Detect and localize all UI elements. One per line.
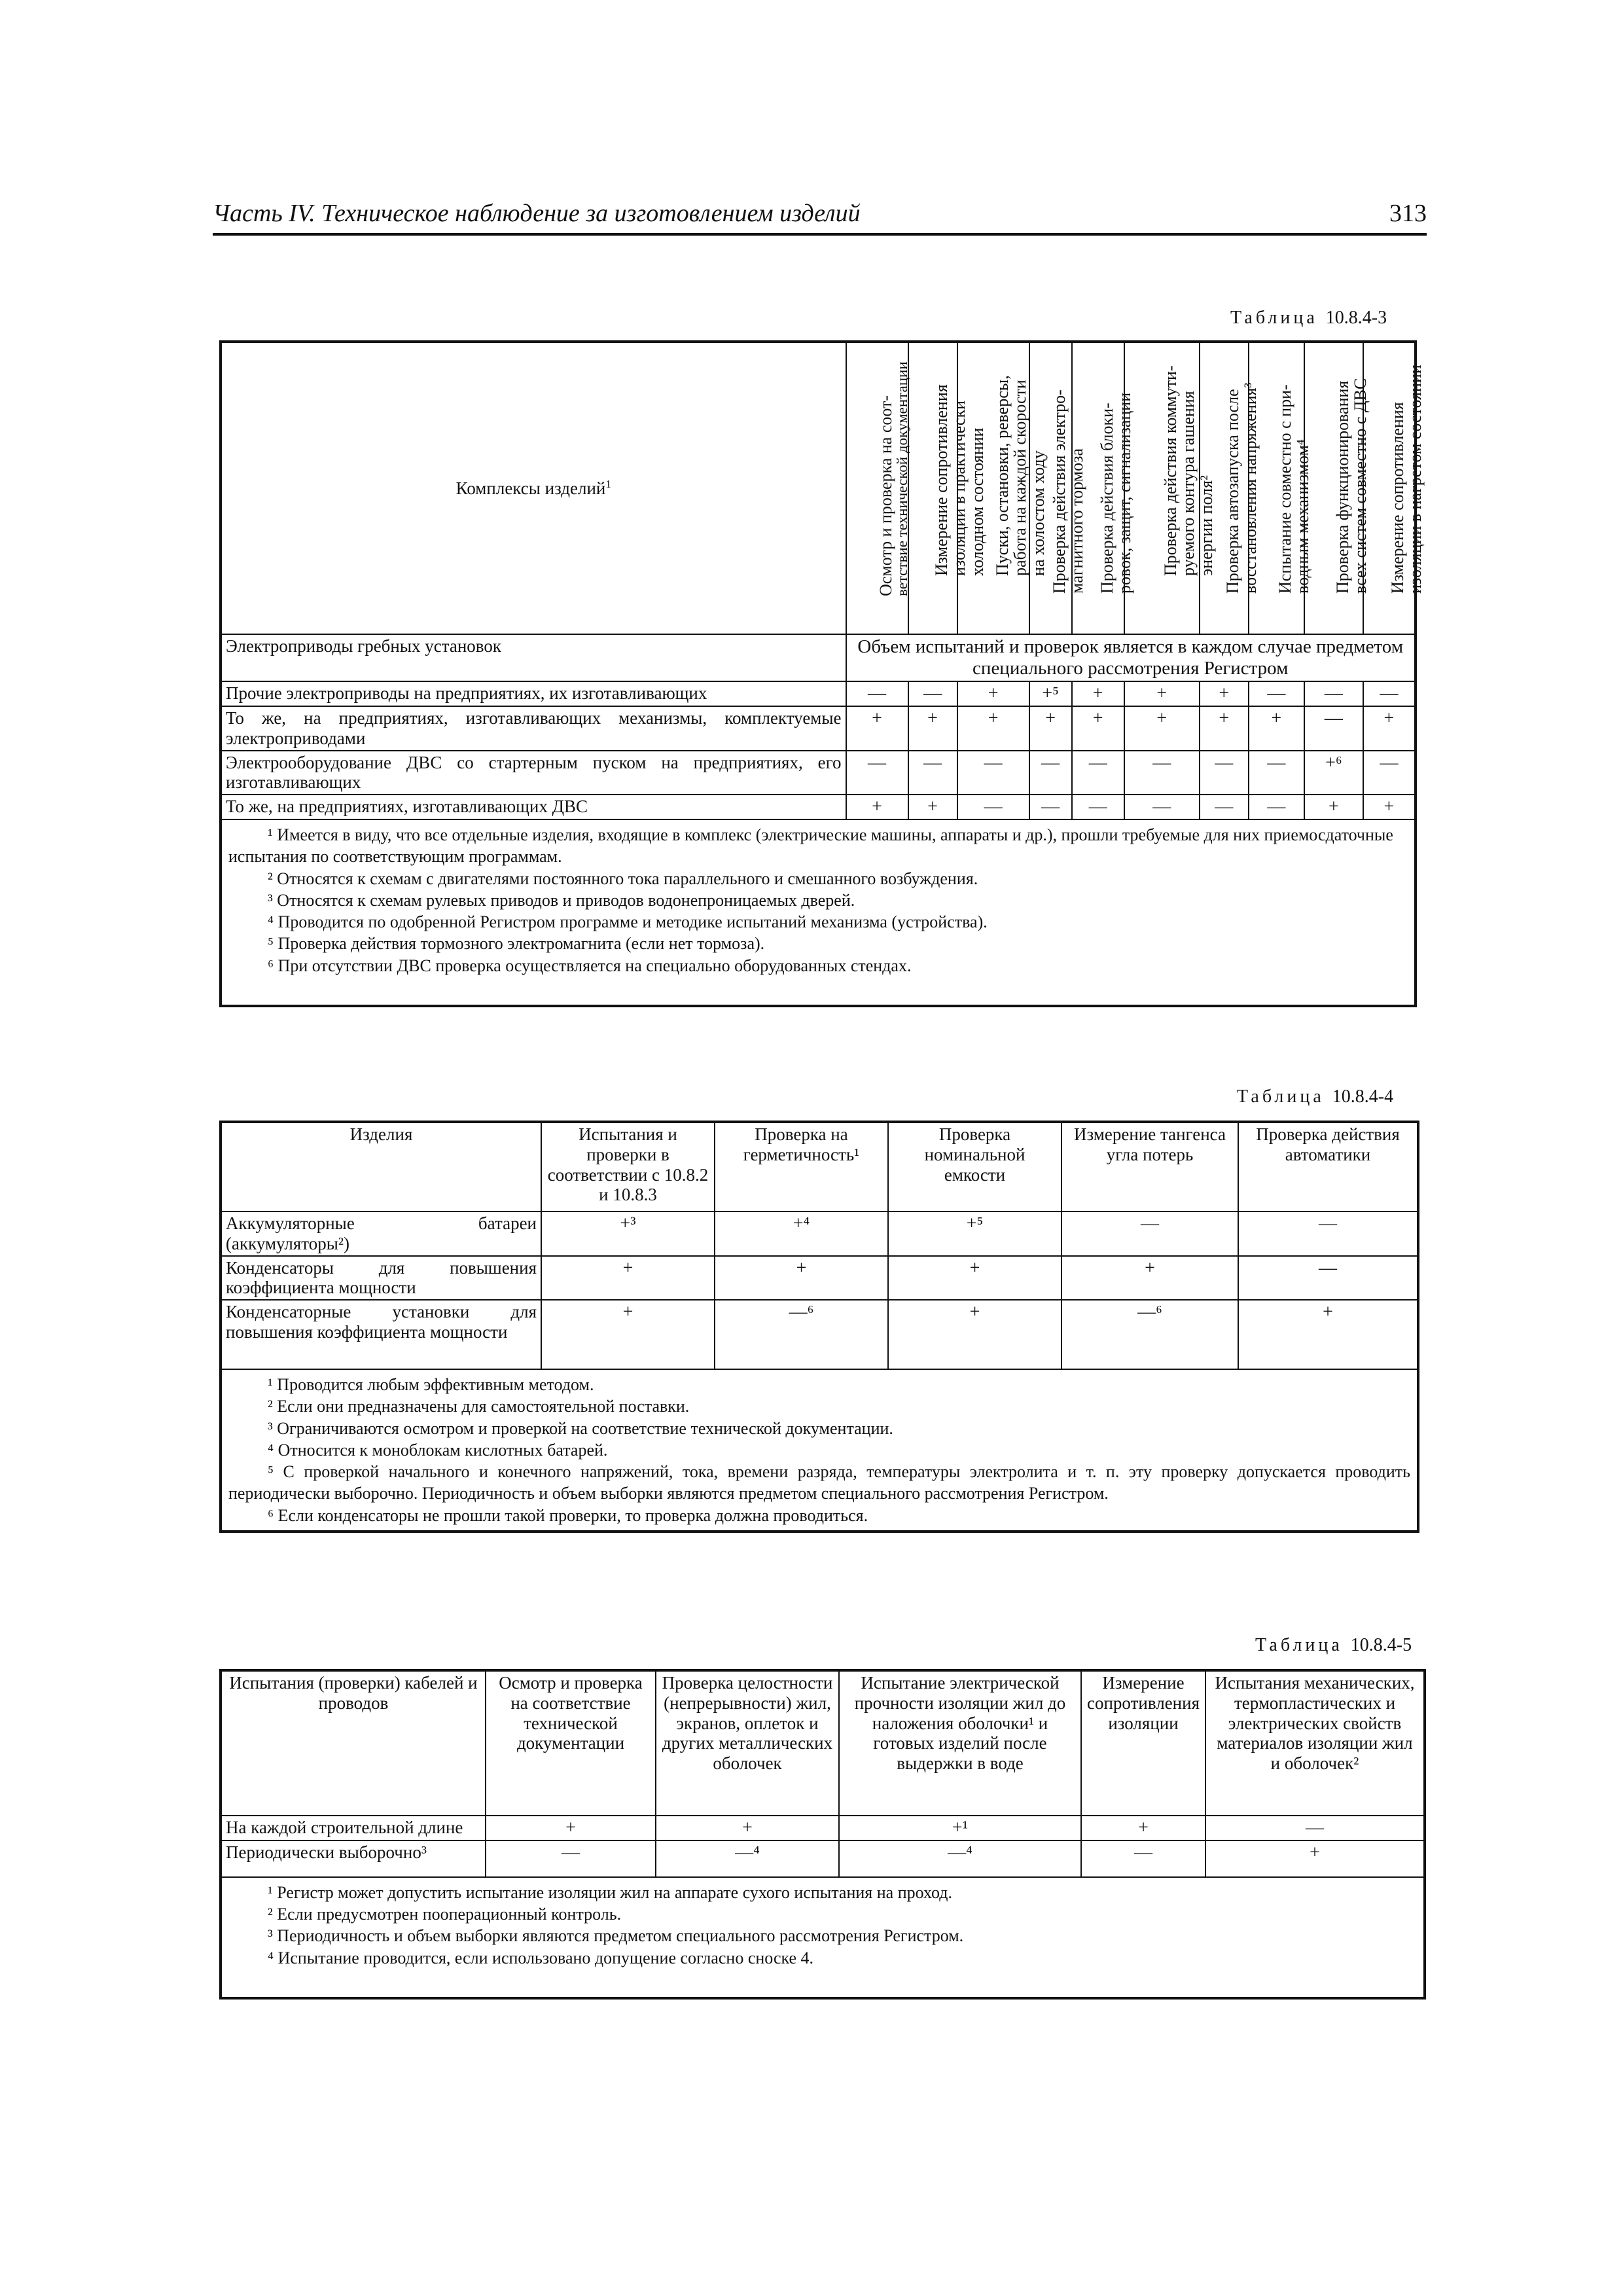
cell: +⁴ bbox=[715, 1211, 888, 1256]
footnote: ² Относятся к схемам с двигателями постоянного тока параллельного и смешанного возбуждения. bbox=[268, 869, 978, 888]
cell: — bbox=[1238, 1256, 1418, 1300]
cell: — bbox=[1081, 1840, 1205, 1877]
cell: — bbox=[1304, 706, 1363, 751]
cell: + bbox=[1029, 706, 1072, 751]
corner-header: Комплексы изделий$^1$ bbox=[221, 342, 846, 634]
cell: + bbox=[541, 1300, 715, 1369]
cell: + bbox=[1124, 681, 1200, 706]
cell: +³ bbox=[541, 1211, 715, 1256]
footnote: ¹ Регистр может допустить испытание изоляции жил на аппарате сухого испытания на проход. bbox=[268, 1882, 952, 1902]
cell: +¹ bbox=[839, 1816, 1081, 1840]
column-header: Измерение сопротивления изоляции в практически холодном состоянии bbox=[908, 342, 957, 634]
footnote: ³ Относятся к схемам рулевых приводов и приводов водонепроницаемых дверей. bbox=[268, 890, 855, 910]
column-header: Измерение тангенса угла потерь bbox=[1061, 1122, 1238, 1211]
table-row bbox=[221, 1256, 1418, 1300]
cell: + bbox=[846, 795, 908, 819]
cell: + bbox=[541, 1256, 715, 1300]
column-header: Проверка на герметичность¹ bbox=[715, 1122, 888, 1211]
cell: —⁴ bbox=[656, 1840, 839, 1877]
row-label: Конденсаторы для повышения коэффициента мощности bbox=[221, 1256, 541, 1300]
table-row bbox=[221, 1211, 1418, 1256]
column-header: Проверка номинальной емкости bbox=[888, 1122, 1061, 1211]
cell: + bbox=[957, 706, 1029, 751]
cell: + bbox=[1200, 681, 1249, 706]
cell: + bbox=[888, 1256, 1061, 1300]
cell: + bbox=[486, 1816, 656, 1840]
cell: — bbox=[1072, 795, 1124, 819]
column-header: Испытания (проверки) кабелей и проводов bbox=[221, 1670, 486, 1816]
cell: + bbox=[1081, 1816, 1205, 1840]
cell: — bbox=[957, 795, 1029, 819]
column-header: Проверка действия коммути- руемого контура гашения энергии поля² bbox=[1124, 342, 1200, 634]
cell: — bbox=[1029, 795, 1072, 819]
column-header: Проверка функционирования всех систем совместно с ДВС bbox=[1304, 342, 1363, 634]
cell: + bbox=[957, 681, 1029, 706]
footnote: ⁶ При отсутствии ДВС проверка осуществляется на специально оборудованных стендах. bbox=[268, 956, 912, 975]
table-caption-5: Таблица 10.8.4-5 bbox=[1255, 1635, 1412, 1655]
cell: + bbox=[1200, 706, 1249, 751]
footnote: ¹ Имеется в виду, что все отдельные изделия, входящие в комплекс (электрические машины, аппараты и др.), прошли требуемые для них приемосдаточные испытания по соответствующим программам. bbox=[228, 825, 1393, 867]
table-caption-3: Таблица 10.8.4-3 bbox=[1230, 308, 1387, 328]
row-label: То же, на предприятиях, изготавливающих ДВС bbox=[221, 795, 846, 819]
cell: — bbox=[1249, 795, 1304, 819]
footnote: ¹ Проводится любым эффективным методом. bbox=[268, 1375, 594, 1395]
cell: + bbox=[1205, 1840, 1425, 1877]
cell: +⁶ bbox=[1304, 751, 1363, 795]
column-header: Проверка целостности (непрерывности) жил, экранов, оплеток и других металлических оболочек bbox=[656, 1670, 839, 1816]
footnotes-row bbox=[221, 819, 1416, 1006]
cell: + bbox=[1072, 681, 1124, 706]
column-header: Испытание электрической прочности изоляции жил до наложения оболочки¹ и готовых изделий после выдержки в воде bbox=[839, 1670, 1081, 1816]
table-10-8-4-4 bbox=[219, 1121, 1419, 1533]
row-label: На каждой строительной длине bbox=[221, 1816, 486, 1840]
footnote: ² Если предусмотрен пооперационный контроль. bbox=[268, 1905, 622, 1924]
column-header: Испытание совместно с при- водным механизмом⁴ bbox=[1249, 342, 1304, 634]
cell: + bbox=[1363, 706, 1416, 751]
cell: + bbox=[1072, 706, 1124, 751]
cell: — bbox=[1124, 751, 1200, 795]
cell: — bbox=[1249, 681, 1304, 706]
cell: — bbox=[846, 681, 908, 706]
table-row bbox=[221, 706, 1416, 751]
cell: — bbox=[1205, 1816, 1425, 1840]
cell: — bbox=[1249, 751, 1304, 795]
cell: + bbox=[846, 706, 908, 751]
page-header bbox=[213, 196, 1427, 236]
cell: — bbox=[1029, 751, 1072, 795]
column-header: Проверка действия электро- магнитного тормоза bbox=[1029, 342, 1072, 634]
column-header: Измерение сопротивления изоляции в нагретом состоянии bbox=[1363, 342, 1416, 634]
footnote: ⁵ С проверкой начального и конечного напряжений, тока, времени разряда, температуры электролита и т. п. эту проверку допускается проводить периодически выборочно. Периодичность и объем выборки являются предметом специального рассмотрения Регистром. bbox=[228, 1462, 1410, 1503]
cell: — bbox=[1200, 795, 1249, 819]
cell: + bbox=[656, 1816, 839, 1840]
footnotes bbox=[221, 1369, 1418, 1532]
cell: — bbox=[1124, 795, 1200, 819]
cell: — bbox=[1061, 1211, 1238, 1256]
cell: + bbox=[1363, 795, 1416, 819]
cell: —⁶ bbox=[1061, 1300, 1238, 1369]
cell: — bbox=[908, 681, 957, 706]
row-label: Периодически выборочно³ bbox=[221, 1840, 486, 1877]
table-row bbox=[221, 1300, 1418, 1369]
cell: — bbox=[1363, 681, 1416, 706]
column-header: Осмотр и проверка на соответствие технической документации bbox=[486, 1670, 656, 1816]
row-label: Аккумуляторные батареи (аккумуляторы²) bbox=[221, 1211, 541, 1256]
footnote: ² Если они предназначены для самостоятельной поставки. bbox=[268, 1397, 690, 1416]
cell: + bbox=[1124, 706, 1200, 751]
cell: — bbox=[1363, 751, 1416, 795]
table-row bbox=[221, 1816, 1425, 1840]
page-number: 313 bbox=[1389, 200, 1427, 227]
running-title: Часть IV. Техническое наблюдение за изготовлением изделий bbox=[213, 200, 861, 227]
cell: + bbox=[1304, 795, 1363, 819]
column-header: Проверка действия автоматики bbox=[1238, 1122, 1418, 1211]
cell: — bbox=[957, 751, 1029, 795]
table-10-8-4-5 bbox=[219, 1669, 1426, 2000]
row-label: Электрооборудование ДВС со стартерным пуском на предприятиях, его изготавливающих bbox=[221, 751, 846, 795]
table-10-8-4-3 bbox=[219, 340, 1425, 1007]
column-header: Испытания механических, термопластических и электрических свойств материалов изоляции жил и оболочек² bbox=[1205, 1670, 1425, 1816]
row-label: То же, на предприятиях, изготавливающих механизмы, комплектуемые электроприводами bbox=[221, 706, 846, 751]
column-header: Изделия bbox=[221, 1122, 541, 1211]
cell: +⁵ bbox=[888, 1211, 1061, 1256]
cell: — bbox=[486, 1840, 656, 1877]
row-label: Электроприводы гребных установок bbox=[221, 634, 846, 681]
footnote: ⁴ Испытание проводится, если использовано допущение согласно сноске 4. bbox=[268, 1948, 814, 1967]
row-label: Прочие электроприводы на предприятиях, их изготавливающих bbox=[221, 681, 846, 706]
cell: + bbox=[908, 795, 957, 819]
footnotes bbox=[221, 819, 1416, 1006]
cell: + bbox=[888, 1300, 1061, 1369]
cell: — bbox=[1238, 1211, 1418, 1256]
table-row bbox=[221, 795, 1416, 819]
cell: + bbox=[715, 1256, 888, 1300]
row-label: Конденсаторные установки для повышения коэффициента мощности bbox=[221, 1300, 541, 1369]
footnote: ³ Ограничиваются осмотром и проверкой на соответствие технической документации. bbox=[268, 1418, 893, 1438]
table-row bbox=[221, 1840, 1425, 1877]
table-row bbox=[221, 634, 1416, 681]
column-header: Осмотр и проверка на соот- ветствие технической документации bbox=[846, 342, 908, 634]
footnotes bbox=[221, 1877, 1425, 1998]
footnote: ³ Периодичность и объем выборки являются предметом специального рассмотрения Регистром. bbox=[268, 1926, 964, 1946]
footnote: ⁴ Относится к моноблокам кислотных батарей. bbox=[268, 1440, 608, 1460]
footnote: ⁶ Если конденсаторы не прошли такой проверки, то проверка должна проводиться. bbox=[268, 1505, 868, 1525]
cell: + bbox=[1061, 1256, 1238, 1300]
footnote: ⁵ Проверка действия тормозного электромагнита (если нет тормоза). bbox=[268, 934, 765, 954]
table-header-row bbox=[221, 342, 1416, 634]
cell: — bbox=[1200, 751, 1249, 795]
table-header-row bbox=[221, 1122, 1418, 1211]
cell: + bbox=[1249, 706, 1304, 751]
table-caption-4: Таблица 10.8.4-4 bbox=[1237, 1086, 1394, 1107]
column-header: Измерение сопротивления изоляции bbox=[1081, 1670, 1205, 1816]
table-row bbox=[221, 681, 1416, 706]
table-row bbox=[221, 751, 1416, 795]
table-header-row bbox=[221, 1670, 1425, 1816]
cell: +⁵ bbox=[1029, 681, 1072, 706]
cell: — bbox=[1304, 681, 1363, 706]
cell: — bbox=[846, 751, 908, 795]
footnote: ⁴ Проводится по одобренной Регистром программе и методике испытаний механизма (устройства). bbox=[268, 912, 988, 932]
column-header: Испытания и проверки в соответствии с 10.8.2 и 10.8.3 bbox=[541, 1122, 715, 1211]
cell: + bbox=[1238, 1300, 1418, 1369]
footnotes-row bbox=[221, 1877, 1425, 1998]
cell: + bbox=[908, 706, 957, 751]
cell: —⁴ bbox=[839, 1840, 1081, 1877]
footnotes-row bbox=[221, 1369, 1418, 1532]
cell: — bbox=[1072, 751, 1124, 795]
column-header: Проверка действия блоки- ровок, защит, сигнализации bbox=[1072, 342, 1124, 634]
cell: —⁶ bbox=[715, 1300, 888, 1369]
column-header: Пуски, остановки, реверсы, работа на каждой скорости на холостом ходу bbox=[957, 342, 1029, 634]
column-header: Проверка автозапуска после восстановления напряжения³ bbox=[1200, 342, 1249, 634]
cell: — bbox=[908, 751, 957, 795]
row-note: Объем испытаний и проверок является в каждом случае предметом специального рассмотрения Регистром bbox=[846, 634, 1416, 681]
